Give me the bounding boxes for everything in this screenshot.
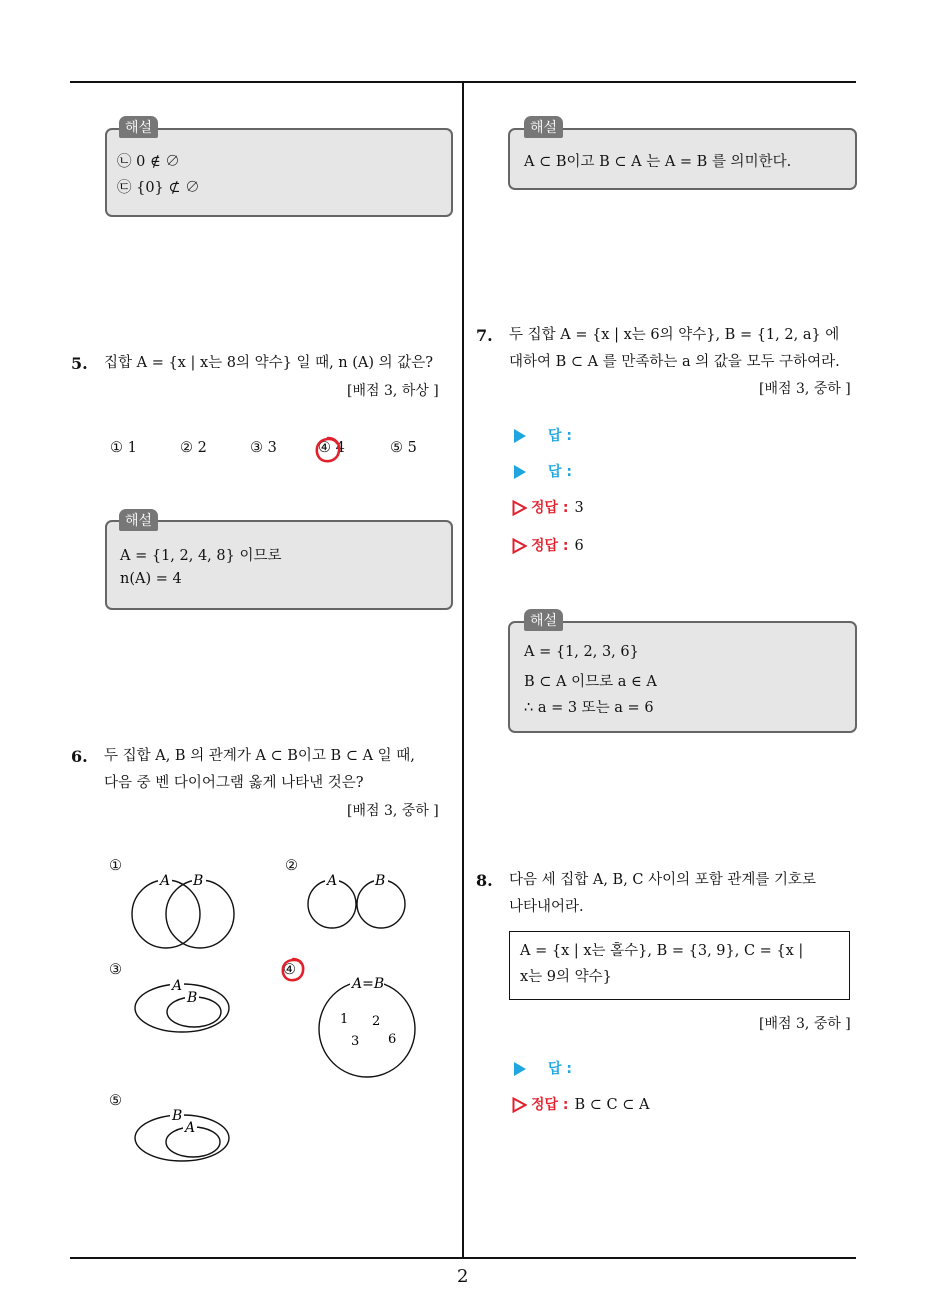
answer-triangle-icon [514,1062,526,1076]
solution-line: A = {1, 2, 4, 8} 이므로 [120,548,282,564]
venn-element: 3 [351,1034,360,1049]
bottom-rule [70,1257,856,1259]
question-text: 다음 중 벤 다이어그램 옳게 나타낸 것은? [104,775,364,791]
score-label: [배점 3, 중하 ] [759,1016,851,1032]
solution-box-right-2 [508,621,857,733]
venn-label-b: B [187,990,198,1006]
answer-triangle-icon [514,465,526,479]
choice-5[interactable]: ⑤ 5 [390,440,417,456]
venn-diagram-4 [312,972,422,1082]
question-text: 두 집합 A = {x | x는 6의 약수}, B = {1, 2, a} 에 [509,327,840,343]
outline-triangle-icon [512,1097,527,1113]
solution-box-left-2 [105,520,453,610]
venn-label-ab: A=B [352,976,385,992]
answer-label: 답 : [548,1061,572,1077]
solution-tag: 해설 [524,116,563,138]
question-number: 7. [476,326,493,345]
solution-tag: 해설 [524,609,563,631]
venn-diagram-3 [130,972,234,1036]
question-number: 5. [71,354,88,373]
score-label: [배점 3, 중하 ] [759,381,851,397]
question-text: 두 집합 A, B 의 관계가 A ⊂ B이고 B ⊂ A 일 때, [104,748,415,764]
correct-value: 3 [574,500,584,516]
venn-option-4-label[interactable]: ④ [283,962,296,978]
column-divider [462,82,464,1258]
outline-triangle-icon [512,500,527,516]
set-definition-line: A = {x | x는 홀수}, B = {3, 9}, C = {x | [520,943,804,959]
venn-option-2-label[interactable]: ② [285,858,298,874]
correct-label: 정답 : [531,1097,569,1113]
solution-box-left-1 [105,128,453,217]
outline-triangle-icon [512,538,527,554]
correct-label: 정답 : [531,500,569,516]
venn-label-a: A [327,873,338,889]
solution-line: A = {1, 2, 3, 6} [524,644,639,660]
venn-label-a: A [160,873,171,889]
venn-label-a: A [172,978,183,994]
correct-answer-line [512,1094,650,1114]
solution-line: n(A) = 4 [120,571,182,587]
venn-element: 2 [372,1014,381,1029]
venn-diagram-2 [305,868,409,932]
question-number: 8. [476,871,493,890]
venn-option-1-label[interactable]: ① [109,858,122,874]
correct-answer-line [512,535,584,555]
answer-line[interactable] [514,425,572,445]
venn-diagram-5 [130,1104,234,1166]
correct-value: B ⊂ C ⊂ A [574,1097,650,1113]
solution-line: A ⊂ B이고 B ⊂ A 는 A = B 를 의미한다. [524,154,792,170]
venn-option-5-label[interactable]: ⑤ [109,1093,122,1109]
solution-tag: 해설 [119,509,158,531]
venn-label-b: B [193,873,204,889]
question-text: 다음 세 집합 A, B, C 사이의 포함 관계를 기호로 [509,872,817,888]
solution-line: ∴ a = 3 또는 a = 6 [524,700,654,716]
venn-option-3-label[interactable]: ③ [109,962,122,978]
solution-line: ㉡ 0 ∉ ∅ [117,154,180,170]
answer-triangle-icon [514,429,526,443]
answer-circle-mark [313,435,343,465]
choice-3[interactable]: ③ 3 [250,440,277,456]
correct-label: 정답 : [531,538,569,554]
venn-label-b: B [172,1108,183,1124]
solution-tag: 해설 [119,116,158,138]
solution-line: B ⊂ A 이므로 a ∈ A [524,674,657,690]
question-text: 나타내어라. [509,899,584,915]
choice-2[interactable]: ② 2 [180,440,207,456]
set-definition-box [509,931,850,1000]
set-definition-line: x는 9의 약수} [520,969,612,985]
venn-label-b: B [375,873,386,889]
venn-label-a: A [185,1120,196,1136]
answer-circle-mark [279,956,307,984]
venn-diagram-1 [128,868,240,954]
answer-line[interactable] [514,461,572,481]
question-text: 집합 A = {x | x는 8의 약수} 일 때, n (A) 의 값은? [104,355,434,371]
answer-label: 답 : [548,428,572,444]
choice-4[interactable]: ④ 4 [318,440,345,456]
answer-label: 답 : [548,464,572,480]
question-number: 6. [71,747,88,766]
venn-element: 1 [340,1012,349,1027]
score-label: [배점 3, 중하 ] [347,803,439,819]
solution-line: ㉢ {0} ⊄ ∅ [117,180,200,196]
answer-line[interactable] [514,1058,572,1078]
choice-1[interactable]: ① 1 [110,440,137,456]
correct-value: 6 [574,538,584,554]
score-label: [배점 3, 하상 ] [347,383,439,399]
correct-answer-line [512,497,584,517]
venn-element: 6 [388,1032,397,1047]
page-number: 2 [457,1266,469,1287]
question-text: 대하여 B ⊂ A 를 만족하는 a 의 값을 모두 구하여라. [509,354,840,370]
